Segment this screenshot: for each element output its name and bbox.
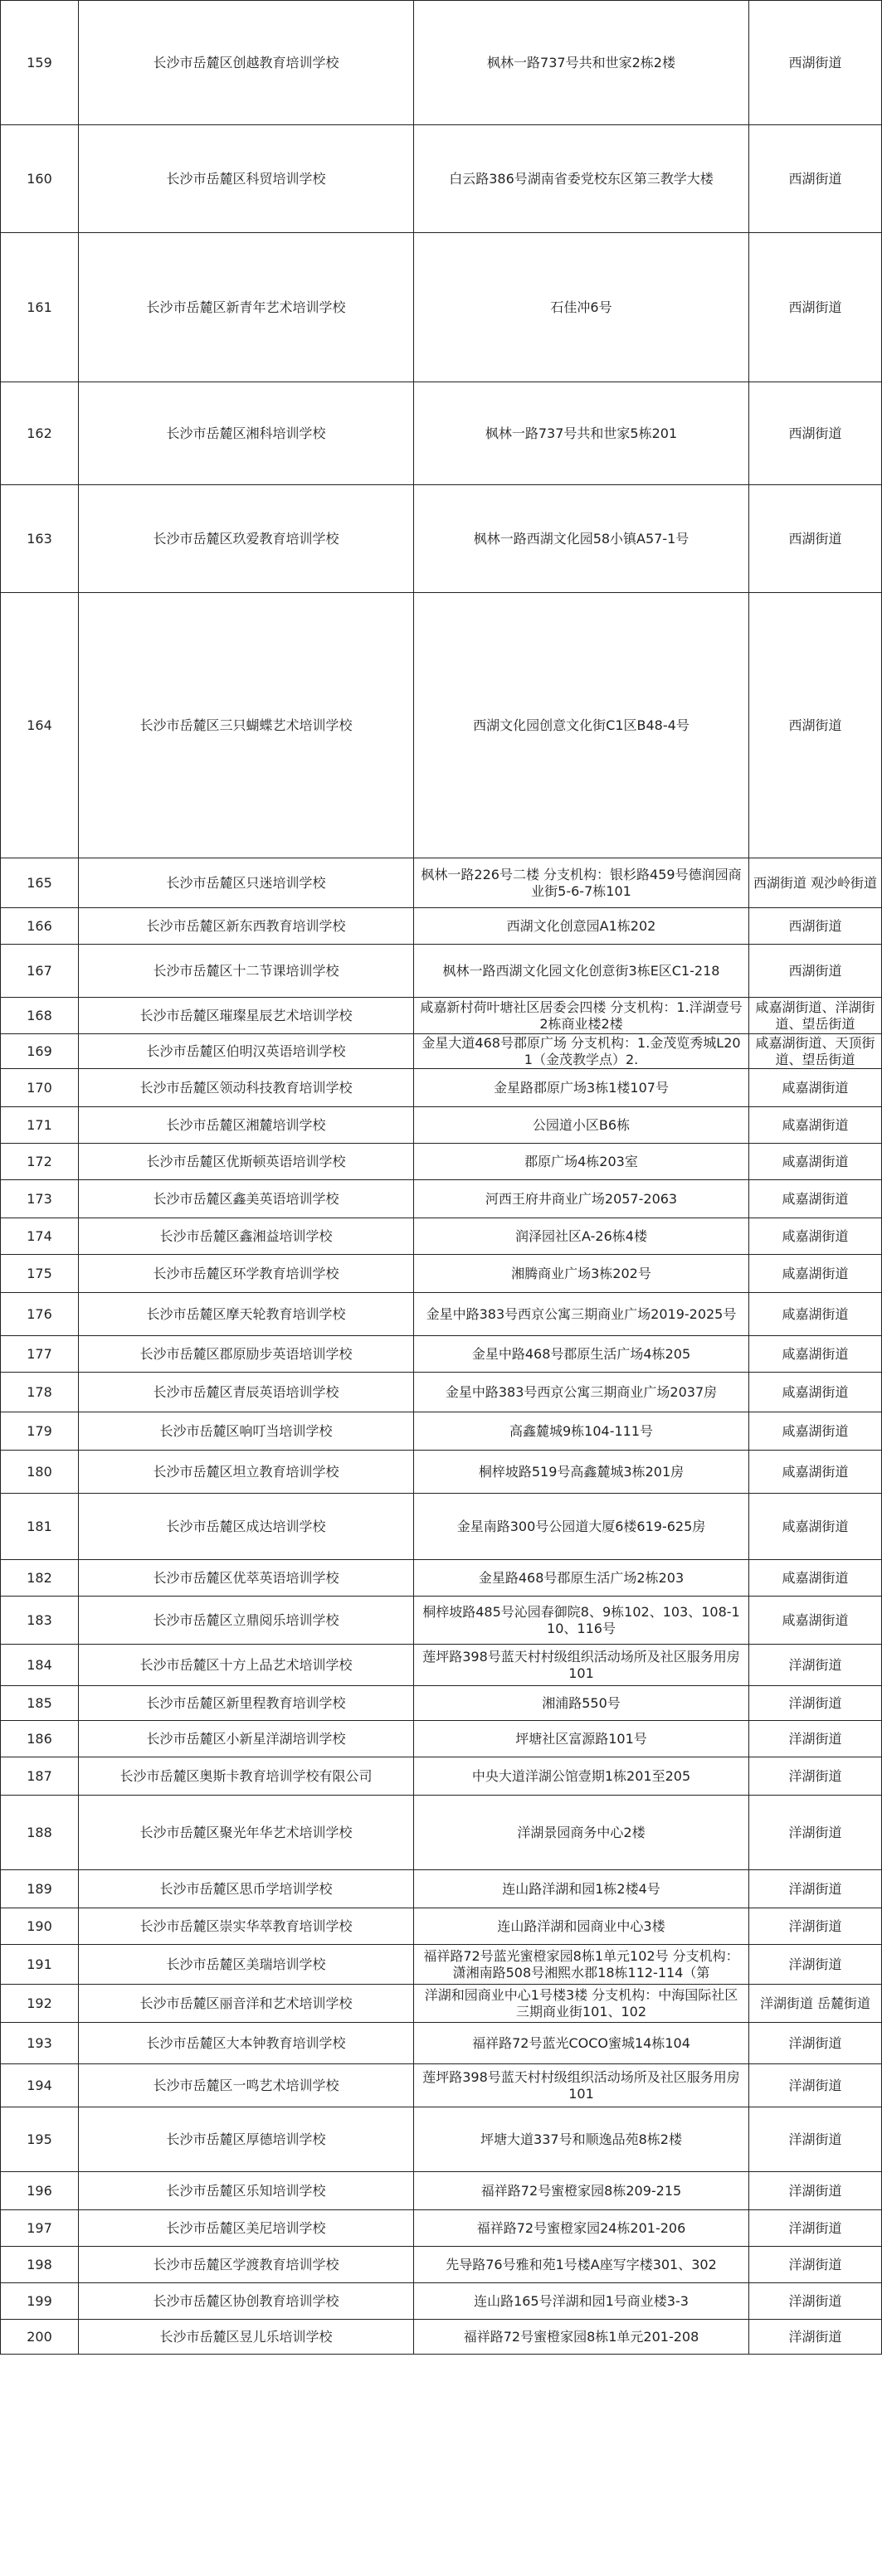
table-row [1, 1945, 882, 1985]
table-row [1, 1255, 882, 1293]
table-row [1, 1757, 882, 1796]
school-address: 金星路468号郡原生活广场2栋203 [414, 1560, 749, 1597]
school-address: 先导路76号雅和苑1号楼A座写字楼301、302 [414, 2247, 749, 2283]
street-name: 洋湖街道 [749, 1686, 882, 1721]
row-number: 169 [1, 1034, 79, 1069]
table-row [1, 858, 882, 908]
street-name: 洋湖街道 [749, 1645, 882, 1686]
row-number: 179 [1, 1412, 79, 1451]
school-name: 长沙市岳麓区一鸣艺术培训学校 [79, 2064, 414, 2107]
school-name: 长沙市岳麓区昱儿乐培训学校 [79, 2320, 414, 2355]
school-address: 坪塘社区富源路101号 [414, 1721, 749, 1757]
street-name: 咸嘉湖街道 [749, 1144, 882, 1180]
street-name: 咸嘉湖街道 [749, 1107, 882, 1144]
street-name: 西湖街道 [749, 593, 882, 858]
row-number: 193 [1, 2023, 79, 2064]
school-name: 长沙市岳麓区美尼培训学校 [79, 2210, 414, 2247]
row-number: 167 [1, 945, 79, 998]
school-name: 长沙市岳麓区十方上品艺术培训学校 [79, 1645, 414, 1686]
street-name: 咸嘉湖街道 [749, 1069, 882, 1107]
row-number: 170 [1, 1069, 79, 1107]
table-row [1, 2107, 882, 2172]
street-name: 咸嘉湖街道 [749, 1373, 882, 1412]
row-number: 199 [1, 2283, 79, 2320]
school-name: 长沙市岳麓区青辰英语培训学校 [79, 1373, 414, 1412]
school-address: 坪塘大道337号和顺逸品苑8栋2楼 [414, 2107, 749, 2172]
table-row [1, 1069, 882, 1107]
row-number: 163 [1, 485, 79, 593]
row-number: 175 [1, 1255, 79, 1293]
table-row [1, 233, 882, 382]
school-name: 长沙市岳麓区立鼎阅乐培训学校 [79, 1597, 414, 1645]
school-name: 长沙市岳麓区优斯顿英语培训学校 [79, 1144, 414, 1180]
street-name: 咸嘉湖街道、洋湖街道、望岳街道 [749, 998, 882, 1034]
row-number: 200 [1, 2320, 79, 2355]
school-name: 长沙市岳麓区创越教育培训学校 [79, 1, 414, 125]
school-name: 长沙市岳麓区厚德培训学校 [79, 2107, 414, 2172]
school-address: 枫林一路西湖文化园文化创意街3栋E区C1-218 [414, 945, 749, 998]
row-number: 185 [1, 1686, 79, 1721]
table-row [1, 1686, 882, 1721]
table-row [1, 2247, 882, 2283]
row-number: 190 [1, 1908, 79, 1945]
table-row [1, 1144, 882, 1180]
school-name: 长沙市岳麓区思币学培训学校 [79, 1870, 414, 1908]
school-name: 长沙市岳麓区只迷培训学校 [79, 858, 414, 908]
street-name: 洋湖街道 [749, 2210, 882, 2247]
street-name: 西湖街道 [749, 945, 882, 998]
school-address: 连山路165号洋湖和园1号商业楼3-3 [414, 2283, 749, 2320]
row-number: 174 [1, 1218, 79, 1255]
row-number: 159 [1, 1, 79, 125]
school-address: 福祥路72号蜜橙家园8栋1单元201-208 [414, 2320, 749, 2355]
school-address: 湘腾商业广场3栋202号 [414, 1255, 749, 1293]
row-number: 166 [1, 908, 79, 945]
school-address: 高鑫麓城9栋104-111号 [414, 1412, 749, 1451]
school-address: 金星中路383号西京公寓三期商业广场2037房 [414, 1373, 749, 1412]
street-name: 洋湖街道 岳麓街道 [749, 1985, 882, 2023]
street-name: 西湖街道 [749, 233, 882, 382]
school-name: 长沙市岳麓区奥斯卡教育培训学校有限公司 [79, 1757, 414, 1796]
school-name: 长沙市岳麓区成达培训学校 [79, 1494, 414, 1560]
school-name: 长沙市岳麓区领动科技教育培训学校 [79, 1069, 414, 1107]
school-name: 长沙市岳麓区协创教育培训学校 [79, 2283, 414, 2320]
school-address: 枫林一路226号二楼 分支机构：银杉路459号德润园商业街5-6-7栋101 [414, 858, 749, 908]
school-name: 长沙市岳麓区优萃英语培训学校 [79, 1560, 414, 1597]
table-row [1, 2064, 882, 2107]
row-number: 176 [1, 1293, 79, 1336]
row-number: 195 [1, 2107, 79, 2172]
table-row [1, 1373, 882, 1412]
street-name: 洋湖街道 [749, 2283, 882, 2320]
row-number: 164 [1, 593, 79, 858]
street-name: 洋湖街道 [749, 2320, 882, 2355]
school-address: 福祥路72号蓝光蜜橙家园8栋1单元102号 分支机构：潇湘南路508号湘熙水郡18栋112-114（第 [414, 1945, 749, 1985]
table-row [1, 1908, 882, 1945]
school-name: 长沙市岳麓区美瑞培训学校 [79, 1945, 414, 1985]
school-address: 中央大道洋湖公馆壹期1栋201至205 [414, 1757, 749, 1796]
street-name: 咸嘉湖街道 [749, 1255, 882, 1293]
row-number: 197 [1, 2210, 79, 2247]
row-number: 178 [1, 1373, 79, 1412]
school-name: 长沙市岳麓区崇实华萃教育培训学校 [79, 1908, 414, 1945]
school-address: 福祥路72号蜜橙家园8栋209-215 [414, 2172, 749, 2210]
school-address: 枫林一路737号共和世家5栋201 [414, 382, 749, 485]
school-name: 长沙市岳麓区十二节课培训学校 [79, 945, 414, 998]
school-address: 连山路洋湖和园商业中心3楼 [414, 1908, 749, 1945]
row-number: 181 [1, 1494, 79, 1560]
school-name: 长沙市岳麓区新青年艺术培训学校 [79, 233, 414, 382]
street-name: 洋湖街道 [749, 1945, 882, 1985]
street-name: 咸嘉湖街道 [749, 1412, 882, 1451]
table-row [1, 1412, 882, 1451]
school-name: 长沙市岳麓区鑫湘益培训学校 [79, 1218, 414, 1255]
table-row [1, 1645, 882, 1686]
street-name: 洋湖街道 [749, 1757, 882, 1796]
table-row [1, 1560, 882, 1597]
street-name: 咸嘉湖街道 [749, 1597, 882, 1645]
table-row [1, 1218, 882, 1255]
street-name: 咸嘉湖街道 [749, 1180, 882, 1218]
school-address: 桐梓坡路485号沁园春御院8、9栋102、103、108-110、116号 [414, 1597, 749, 1645]
school-address: 金星路郡原广场3栋1楼107号 [414, 1069, 749, 1107]
school-name: 长沙市岳麓区郡原励步英语培训学校 [79, 1336, 414, 1373]
table-row [1, 1870, 882, 1908]
school-name: 长沙市岳麓区聚光年华艺术培训学校 [79, 1796, 414, 1870]
school-address: 西湖文化园创意文化街C1区B48-4号 [414, 593, 749, 858]
table-row [1, 1721, 882, 1757]
street-name: 西湖街道 [749, 382, 882, 485]
table-row [1, 593, 882, 858]
row-number: 180 [1, 1451, 79, 1494]
table-row [1, 1597, 882, 1645]
table-row [1, 2023, 882, 2064]
row-number: 182 [1, 1560, 79, 1597]
street-name: 咸嘉湖街道 [749, 1218, 882, 1255]
table-body [1, 1, 882, 2355]
street-name: 咸嘉湖街道 [749, 1451, 882, 1494]
street-name: 西湖街道 [749, 485, 882, 593]
school-address: 河西王府井商业广场2057-2063 [414, 1180, 749, 1218]
row-number: 192 [1, 1985, 79, 2023]
school-name: 长沙市岳麓区璀璨星辰艺术培训学校 [79, 998, 414, 1034]
street-name: 洋湖街道 [749, 2247, 882, 2283]
table-row [1, 1451, 882, 1494]
row-number: 165 [1, 858, 79, 908]
school-name: 长沙市岳麓区新里程教育培训学校 [79, 1686, 414, 1721]
street-name: 西湖街道 [749, 1, 882, 125]
school-address: 润泽园社区A-26栋4楼 [414, 1218, 749, 1255]
school-address: 连山路洋湖和园1栋2楼4号 [414, 1870, 749, 1908]
school-name: 长沙市岳麓区湘科培训学校 [79, 382, 414, 485]
street-name: 西湖街道 [749, 908, 882, 945]
street-name: 咸嘉湖街道 [749, 1560, 882, 1597]
row-number: 171 [1, 1107, 79, 1144]
table-row [1, 1034, 882, 1069]
school-name: 长沙市岳麓区乐知培训学校 [79, 2172, 414, 2210]
table-row [1, 382, 882, 485]
row-number: 194 [1, 2064, 79, 2107]
table-row [1, 125, 882, 233]
street-name: 咸嘉湖街道、天顶街道、望岳街道 [749, 1034, 882, 1069]
school-address: 咸嘉新村荷叶塘社区居委会四楼 分支机构：1.洋湖壹号2栋商业楼2楼 [414, 998, 749, 1034]
school-name: 长沙市岳麓区响叮当培训学校 [79, 1412, 414, 1451]
school-name: 长沙市岳麓区伯明汉英语培训学校 [79, 1034, 414, 1069]
table-row [1, 2320, 882, 2355]
row-number: 198 [1, 2247, 79, 2283]
table-row [1, 998, 882, 1034]
row-number: 184 [1, 1645, 79, 1686]
street-name: 洋湖街道 [749, 1796, 882, 1870]
school-address: 洋湖和园商业中心1号楼3楼 分支机构：中海国际社区三期商业街101、102 [414, 1985, 749, 2023]
row-number: 189 [1, 1870, 79, 1908]
street-name: 洋湖街道 [749, 1908, 882, 1945]
table-row [1, 2283, 882, 2320]
row-number: 168 [1, 998, 79, 1034]
school-address: 莲坪路398号蓝天村村级组织活动场所及社区服务用房101 [414, 2064, 749, 2107]
row-number: 177 [1, 1336, 79, 1373]
row-number: 196 [1, 2172, 79, 2210]
table-row [1, 1336, 882, 1373]
table-row [1, 2172, 882, 2210]
row-number: 186 [1, 1721, 79, 1757]
table-row [1, 945, 882, 998]
street-name: 咸嘉湖街道 [749, 1494, 882, 1560]
school-address: 金星中路468号郡原生活广场4栋205 [414, 1336, 749, 1373]
row-number: 188 [1, 1796, 79, 1870]
table-row [1, 1180, 882, 1218]
table-row [1, 908, 882, 945]
school-name: 长沙市岳麓区大本钟教育培训学校 [79, 2023, 414, 2064]
row-number: 191 [1, 1945, 79, 1985]
school-name: 长沙市岳麓区湘麓培训学校 [79, 1107, 414, 1144]
street-name: 洋湖街道 [749, 2172, 882, 2210]
street-name: 洋湖街道 [749, 2023, 882, 2064]
school-address: 枫林一路737号共和世家2栋2楼 [414, 1, 749, 125]
school-name: 长沙市岳麓区三只蝴蝶艺术培训学校 [79, 593, 414, 858]
school-address: 洋湖景园商务中心2楼 [414, 1796, 749, 1870]
table-row [1, 1985, 882, 2023]
school-address: 郡原广场4栋203室 [414, 1144, 749, 1180]
table-row [1, 1, 882, 125]
school-address: 莲坪路398号蓝天村村级组织活动场所及社区服务用房101 [414, 1645, 749, 1686]
school-address: 金星南路300号公园道大厦6楼619-625房 [414, 1494, 749, 1560]
school-address: 金星中路383号西京公寓三期商业广场2019-2025号 [414, 1293, 749, 1336]
row-number: 160 [1, 125, 79, 233]
school-name: 长沙市岳麓区摩天轮教育培训学校 [79, 1293, 414, 1336]
school-address: 西湖文化创意园A1栋202 [414, 908, 749, 945]
school-address: 湘浦路550号 [414, 1686, 749, 1721]
school-name: 长沙市岳麓区环学教育培训学校 [79, 1255, 414, 1293]
street-name: 西湖街道 观沙岭街道 [749, 858, 882, 908]
school-name: 长沙市岳麓区鑫美英语培训学校 [79, 1180, 414, 1218]
school-address: 福祥路72号蓝光COCO蜜城14栋104 [414, 2023, 749, 2064]
street-name: 西湖街道 [749, 125, 882, 233]
school-name: 长沙市岳麓区坦立教育培训学校 [79, 1451, 414, 1494]
table-row [1, 1107, 882, 1144]
row-number: 187 [1, 1757, 79, 1796]
school-name: 长沙市岳麓区小新星洋湖培训学校 [79, 1721, 414, 1757]
street-name: 洋湖街道 [749, 1721, 882, 1757]
school-address: 公园道小区B6栋 [414, 1107, 749, 1144]
street-name: 咸嘉湖街道 [749, 1336, 882, 1373]
table-row [1, 1796, 882, 1870]
school-address: 石佳冲6号 [414, 233, 749, 382]
school-name: 长沙市岳麓区丽音洋和艺术培训学校 [79, 1985, 414, 2023]
school-address: 枫林一路西湖文化园58小镇A57-1号 [414, 485, 749, 593]
row-number: 173 [1, 1180, 79, 1218]
row-number: 162 [1, 382, 79, 485]
school-address: 金星大道468号郡原广场 分支机构：1.金茂览秀城L201（金茂教学点）2. [414, 1034, 749, 1069]
school-address: 福祥路72号蜜橙家园24栋201-206 [414, 2210, 749, 2247]
row-number: 172 [1, 1144, 79, 1180]
school-name: 长沙市岳麓区玖爱教育培训学校 [79, 485, 414, 593]
street-name: 洋湖街道 [749, 2107, 882, 2172]
table-row [1, 1293, 882, 1336]
row-number: 183 [1, 1597, 79, 1645]
school-address: 桐梓坡路519号高鑫麓城3栋201房 [414, 1451, 749, 1494]
school-name: 长沙市岳麓区学渡教育培训学校 [79, 2247, 414, 2283]
school-name: 长沙市岳麓区新东西教育培训学校 [79, 908, 414, 945]
school-address: 白云路386号湖南省委党校东区第三教学大楼 [414, 125, 749, 233]
street-name: 洋湖街道 [749, 2064, 882, 2107]
table-row [1, 2210, 882, 2247]
school-name: 长沙市岳麓区科贸培训学校 [79, 125, 414, 233]
street-name: 咸嘉湖街道 [749, 1293, 882, 1336]
table-row [1, 1494, 882, 1560]
street-name: 洋湖街道 [749, 1870, 882, 1908]
row-number: 161 [1, 233, 79, 382]
table-row [1, 485, 882, 593]
